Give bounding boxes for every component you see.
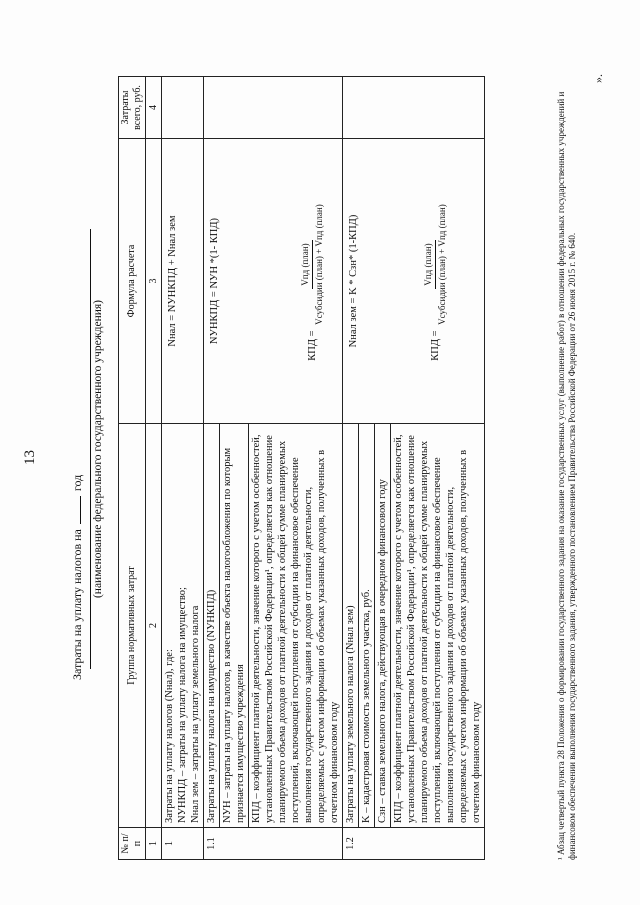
row-description: Затраты на уплату земельного налога (Nнал зем)	[343, 424, 359, 828]
header-total: Затраты всего, руб.	[119, 77, 146, 139]
row-description: КПД – коэффициент платной деятельности, значение которого с учетом особенностей, установленных Правительством Российской Федерации¹, определяется как отношение планируемого объема доходов от платной деятельности к общей сумме планируемых поступлений, включающей поступления от субсидии на финансовое обеспечение выполнения государственного задания и доходов от платной деятельности, определяемых с учетом информации об объемах указанных доходов, полученных в отчетном финансовом году	[391, 424, 485, 828]
kpd-denominator: Vсубсидии (план) + Vпд (план)	[437, 204, 447, 325]
col-num-2: 2	[146, 424, 162, 828]
row-formula: Nнал = NУНКПД + Nнал зем	[162, 139, 204, 424]
formula-main: Nнал зем = K * Cзн* (1-КПД)	[348, 214, 359, 348]
row-line: Затраты на уплату налогов (Nнал), где:	[164, 649, 175, 823]
column-number-row	[146, 77, 162, 860]
row-description	[162, 424, 204, 828]
row-formula	[343, 139, 485, 424]
costs-table	[118, 76, 485, 860]
row-description: КПД – коэффициент платной деятельности, значение которого с учетом особенностей, установленных Правительством Российской Федерации¹, определяется как отношение планируемого объема доходов от платной деятельности к общей сумме планируемых поступлений, включающей поступления от субсидии на финансовое обеспечение выполнения государственного задания и доходов от платной деятельности, определяемых с учетом информации об объемах указанных доходов, полученных в отчетном финансовом году	[249, 424, 343, 828]
closing-mark: ».	[591, 74, 605, 83]
row-no: 1	[162, 828, 204, 860]
header-formula: Формула расчета	[119, 139, 146, 424]
col-num-3: 3	[146, 139, 162, 424]
row-total	[204, 77, 343, 139]
row-total	[162, 77, 204, 139]
footnote: ¹ Абзац четвертый пункта 28 Положения о формировании государственного задания на оказание государственных услуг (выполнение работ) в отношении федеральных государственных учреждений и финансовом обеспечении выполнения государственного задания, утвержденного постановлением Правительства Российской Федерации от 26 июня 2015 г. № 640.	[556, 91, 577, 860]
formula-main: NУНКПД = NУН *(1- КПД)	[209, 217, 220, 345]
header-no: № п/п	[119, 828, 146, 860]
row-line: NУНКПД – затраты на уплату налога на имущество;	[177, 587, 188, 823]
kpd-formula	[299, 143, 326, 419]
title-suffix: год	[70, 474, 84, 492]
row-description: Cзн – ставка земельного налога, действующая в очередном финансовом году	[375, 424, 391, 828]
kpd-lhs: КПД =	[429, 330, 441, 361]
kpd-fraction	[422, 201, 449, 328]
document-title	[70, 475, 85, 680]
row-no: 1.2	[343, 828, 485, 860]
row-formula	[204, 139, 343, 424]
table-row	[343, 77, 359, 860]
kpd-denominator: Vсубсидии (план) + Vпд (план)	[314, 204, 324, 325]
col-num-1: 1	[146, 828, 162, 860]
title-prefix: Затраты на уплату налогов на	[70, 529, 84, 680]
row-no: 1.1	[204, 828, 343, 860]
kpd-numerator: Vпд (план)	[299, 240, 313, 288]
row-total	[343, 77, 485, 139]
row-line: Nнал зем – затраты на уплату земельного налога	[190, 605, 201, 823]
row-description: K – кадастровая стоимость земельного участка, руб.	[359, 424, 375, 828]
year-blank	[80, 496, 81, 524]
header-group: Группа нормативных затрат	[119, 424, 146, 828]
page-number: 13	[22, 450, 38, 465]
table-row	[162, 77, 204, 860]
row-description: Затраты на уплату налога на имущество (NУНКПД)	[204, 424, 220, 828]
kpd-lhs: КПД =	[306, 330, 318, 361]
table-row	[204, 77, 220, 860]
row-description: NУН – затраты на уплату налогов, в качестве объекта налогообложения по которым признается имущество учреждения	[220, 424, 249, 828]
col-num-4: 4	[146, 77, 162, 139]
kpd-formula	[422, 143, 449, 419]
table-header-row	[119, 77, 146, 860]
org-caption: (наименование федерального государственного учреждения)	[90, 229, 104, 669]
kpd-numerator: Vпд (план)	[422, 240, 436, 288]
kpd-fraction	[299, 201, 326, 328]
